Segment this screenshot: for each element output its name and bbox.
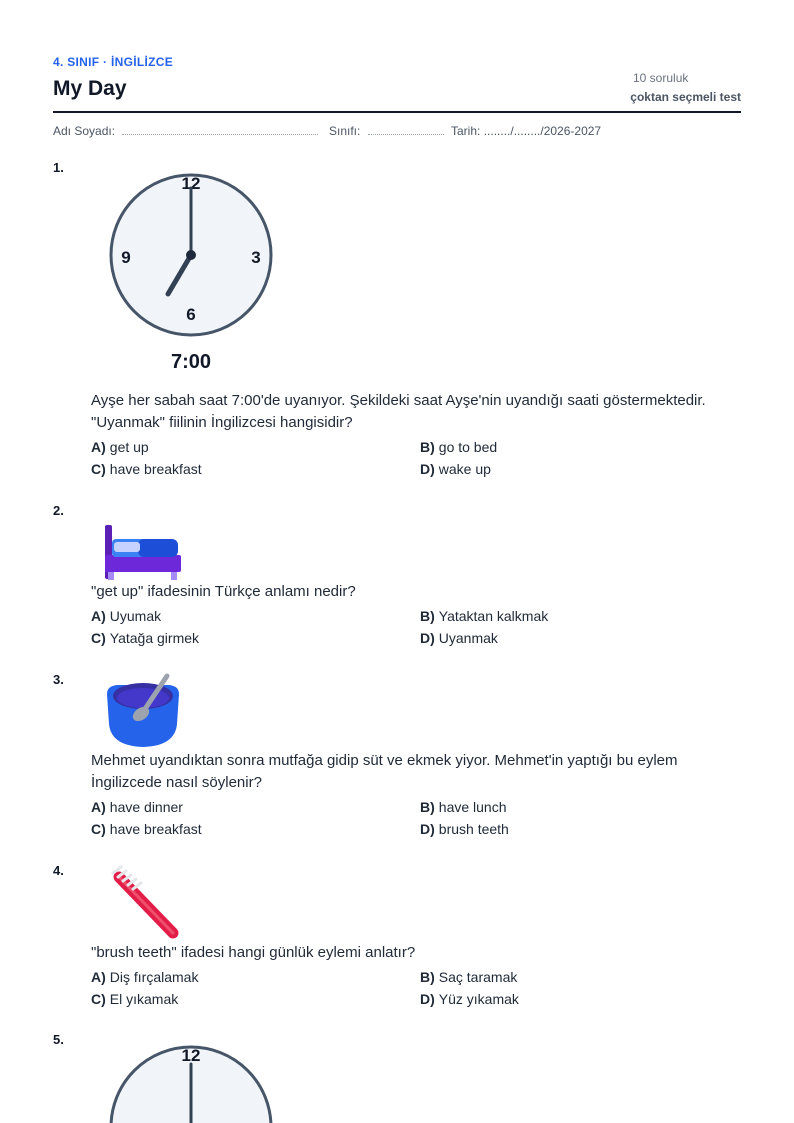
question-text: "get up" ifadesinin Türkçe anlamı nedir? <box>91 583 356 600</box>
clock-number-12: 12 <box>181 174 201 193</box>
clock-number-3: 3 <box>251 248 261 267</box>
bowl-with-spoon-icon <box>105 672 181 748</box>
date-label: Tarih: <box>451 124 481 138</box>
clock-icon <box>108 172 274 338</box>
clock-number-9: 9 <box>121 248 131 267</box>
question-number: 1. <box>53 160 64 175</box>
class-field[interactable] <box>368 124 444 135</box>
option-d[interactable]: D) brush teeth <box>420 821 509 837</box>
option-a[interactable]: A) get up <box>91 439 149 455</box>
subject-label: 4. SINIF · İNGİLİZCE <box>53 55 174 69</box>
worksheet-page <box>53 0 741 1123</box>
date-field[interactable]: ......../......../2026-2027 <box>483 124 602 138</box>
toothbrush-icon <box>105 863 181 941</box>
question-text: Mehmet uyandıktan sonra mutfağa gidip süt ve ekmek yiyor. Mehmet'in yaptığı bu eylem İngilizcede nasıl söylenir? <box>91 752 678 791</box>
question-number: 4. <box>53 863 64 878</box>
clock-icon <box>108 1044 274 1123</box>
question-text: Ayşe her sabah saat 7:00'de uyanıyor. Şekildeki saat Ayşe'nin uyandığı saati göstermektedir. "Uyanmak" fiilinin İngilizcesi hangisidir? <box>91 392 706 431</box>
option-b[interactable]: B) Yataktan kalkmak <box>420 608 549 624</box>
option-d[interactable]: D) Uyanmak <box>420 630 498 646</box>
option-b[interactable]: B) go to bed <box>420 439 498 455</box>
question-text: "brush teeth" ifadesi hangi günlük eylemi anlatır? <box>91 944 416 961</box>
question-number: 5. <box>53 1032 64 1047</box>
question-number: 3. <box>53 672 64 687</box>
option-c[interactable]: C) have breakfast <box>91 821 202 837</box>
option-b[interactable]: B) have lunch <box>420 799 507 815</box>
option-c[interactable]: C) have breakfast <box>91 461 202 477</box>
bed-icon <box>105 525 181 581</box>
option-d[interactable]: D) wake up <box>420 461 491 477</box>
clock-number-12: 12 <box>181 1046 201 1065</box>
option-c[interactable]: C) El yıkamak <box>91 991 179 1007</box>
header-divider <box>53 111 741 113</box>
name-field[interactable] <box>122 124 318 135</box>
clock-time-label: 7:00 <box>171 351 212 373</box>
option-a[interactable]: A) have dinner <box>91 799 183 815</box>
option-c[interactable]: C) Yatağa girmek <box>91 630 200 646</box>
class-label: Sınıfı: <box>329 124 361 138</box>
clock-number-6: 6 <box>186 305 196 324</box>
question-number: 2. <box>53 503 64 518</box>
question-count: 10 soruluk <box>633 71 689 85</box>
page-title: My Day <box>53 77 127 100</box>
test-type: çoktan seçmeli test <box>630 90 741 104</box>
name-label: Adı Soyadı: <box>53 124 116 138</box>
option-d[interactable]: D) Yüz yıkamak <box>420 991 519 1007</box>
option-a[interactable]: A) Uyumak <box>91 608 162 624</box>
option-b[interactable]: B) Saç taramak <box>420 969 518 985</box>
option-a[interactable]: A) Diş fırçalamak <box>91 969 199 985</box>
